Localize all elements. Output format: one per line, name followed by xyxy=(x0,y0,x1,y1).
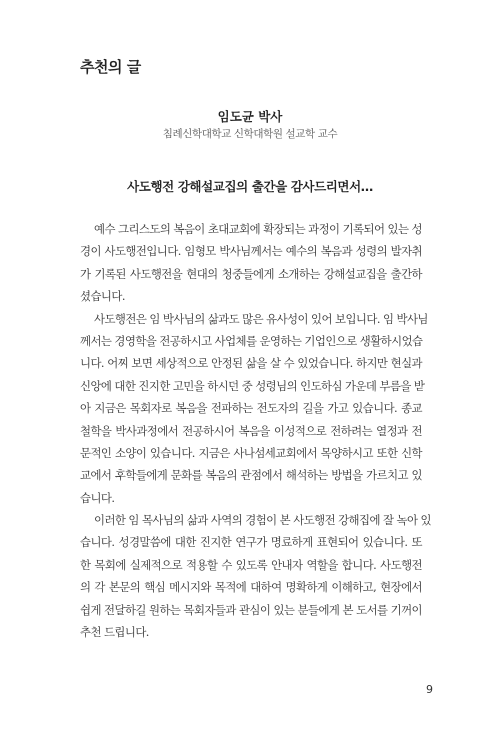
text-line: 교에서 후학들에게 문화를 복음의 관점에서 해석하는 방법을 가르치고 있 xyxy=(80,468,422,483)
page-number: 9 xyxy=(426,683,433,696)
text-line: 추천 드립니다. xyxy=(80,625,149,640)
text-line: 이러한 임 목사님의 삶과 사역의 경험이 본 사도행전 강해집에 잘 녹아 있 xyxy=(94,513,431,528)
headline: 사도행전 강해설교집의 출간을 감사드리면서… xyxy=(127,179,373,194)
text-line: 아 지금은 목회자로 복음을 전파하는 전도자의 길을 가고 있습니다. 종교 xyxy=(80,401,422,416)
paragraph xyxy=(80,509,431,643)
text-line: 습니다. xyxy=(80,490,115,505)
text-line: 습니다. 성경말씀에 대한 진지한 연구가 명료하게 표현되어 있습니다. 또 xyxy=(80,535,422,550)
text-line: 셨습니다. xyxy=(80,289,125,304)
text-line: 께서는 경영학을 전공하시고 사업체를 운영하는 기업인으로 생활하시었습 xyxy=(80,333,423,348)
text-line: 가 기록된 사도행전을 현대의 청중들에게 소개하는 강해설교집을 출간하 xyxy=(80,266,422,281)
body-text xyxy=(80,218,431,643)
text-line: 한 목회에 실제적으로 적용할 수 있도록 안내자 역할을 합니다. 사도행전 xyxy=(80,557,422,572)
text-line: 사도행전은 임 박사님의 삶과도 많은 유사성이 있어 보입니다. 임 박사님 xyxy=(94,311,428,326)
text-line: 문적인 소양이 있습니다. 지금은 사나섬세교회에서 목양하시고 또한 신학 xyxy=(80,445,422,460)
text-line: 의 각 본문의 핵심 메시지와 목적에 대하여 명확하게 이해하고, 현장에서 xyxy=(80,580,422,595)
section-label: 추천의 글 xyxy=(80,58,141,76)
text-line: 경이 사도행전입니다. 임형모 박사님께서는 예수의 복음과 성령의 발자취 xyxy=(80,244,422,259)
text-line: 예수 그리스도의 복음이 초대교회에 확장되는 과정이 기록되어 있는 성 xyxy=(94,222,422,236)
text-line: 쉽게 전달하길 원하는 목회자들과 관심이 있는 분들에게 본 도서를 기꺼이 xyxy=(80,602,422,617)
text-line: 신앙에 대한 진지한 고민을 하시던 중 성령님의 인도하심 가운데 부름을 받 xyxy=(80,378,425,393)
text-line: 철학을 박사과정에서 전공하시어 복음을 이성적으로 전하려는 열정과 전 xyxy=(80,423,422,438)
paragraph xyxy=(80,308,428,510)
author-title: 침례신학대학교 신학대학원 설교학 교수 xyxy=(162,128,338,140)
text-line: 니다. 어찌 보면 세상적으로 안정된 삶을 살 수 있었습니다. 하지만 현실과 xyxy=(80,356,422,371)
paragraph xyxy=(80,218,422,308)
author-name: 임도균 박사 xyxy=(217,109,283,124)
